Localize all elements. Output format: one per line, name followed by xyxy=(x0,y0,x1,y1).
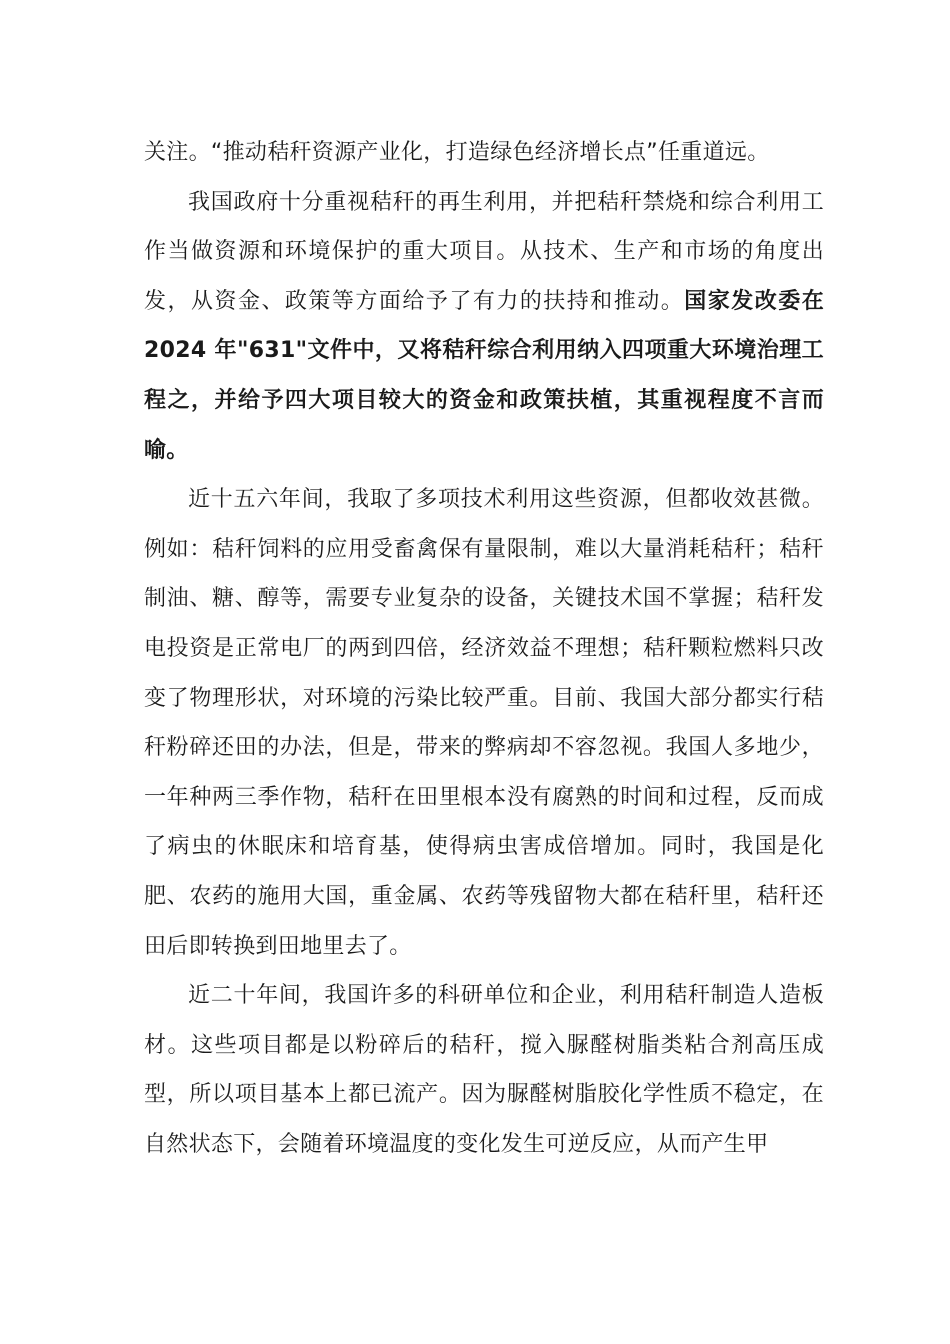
paragraph-2-bold-text: 国家发改委在 2024 年"631"文件中，又将秸秆综合利用纳入四项重大环境治理工程之，并给予四大项目较大的资金和政策扶植，其重视程度不言而喻。 xyxy=(144,288,824,463)
paragraph-3-text: 近十五六年间，我取了多项技术利用这些资源，但都收效甚微。例如：秸秆饲料的应用受畜禽保有量限制，难以大量消耗秸秆；秸秆制油、糖、醇等，需要专业复杂的设备，关键技术国不掌握；秸秆发电投资是正常电厂的两到四倍，经济效益不理想；秸秆颗粒燃料只改变了物理形状，对环境的污染比较严重。目前、我国大部分都实行秸秆粉碎还田的办法，但是，带来的弊病却不容忽视。我国人多地少，一年种两三季作物，秸秆在田里根本没有腐熟的时间和过程，反而成了病虫的休眠床和培育基，使得病虫害成倍增加。同时，我国是化肥、农药的施用大国，重金属、农药等残留物大都在秸秆里，秸秆还田后即转换到田地里去了。 xyxy=(144,487,824,959)
paragraph-3 xyxy=(144,475,824,971)
paragraph-2 xyxy=(144,178,824,476)
paragraph-4 xyxy=(144,971,824,1169)
paragraph-4-text: 近二十年间，我国许多的科研单位和企业，利用秸秆制造人造板材。这些项目都是以粉碎后的秸秆，搅入脲醛树脂类粘合剂高压成型，所以项目基本上都已流产。因为脲醛树脂胶化学性质不稳定，在自然状态下，会随着环境温度的变化发生可逆反应，从而产生甲 xyxy=(144,983,824,1157)
paragraph-1 xyxy=(144,128,824,178)
paragraph-1-text: 关注。“推动秸秆资源产业化，打造绿色经济增长点”任重道远。 xyxy=(144,140,770,165)
document-body xyxy=(144,128,824,1169)
paragraph-2-text: 我国政府十分重视秸秆的再生利用，并把秸秆禁烧和综合利用工作当做资源和环境保护的重大项目。从技术、生产和市场的角度出发，从资金、政策等方面给予了有力的扶持和推动。 xyxy=(144,189,824,314)
